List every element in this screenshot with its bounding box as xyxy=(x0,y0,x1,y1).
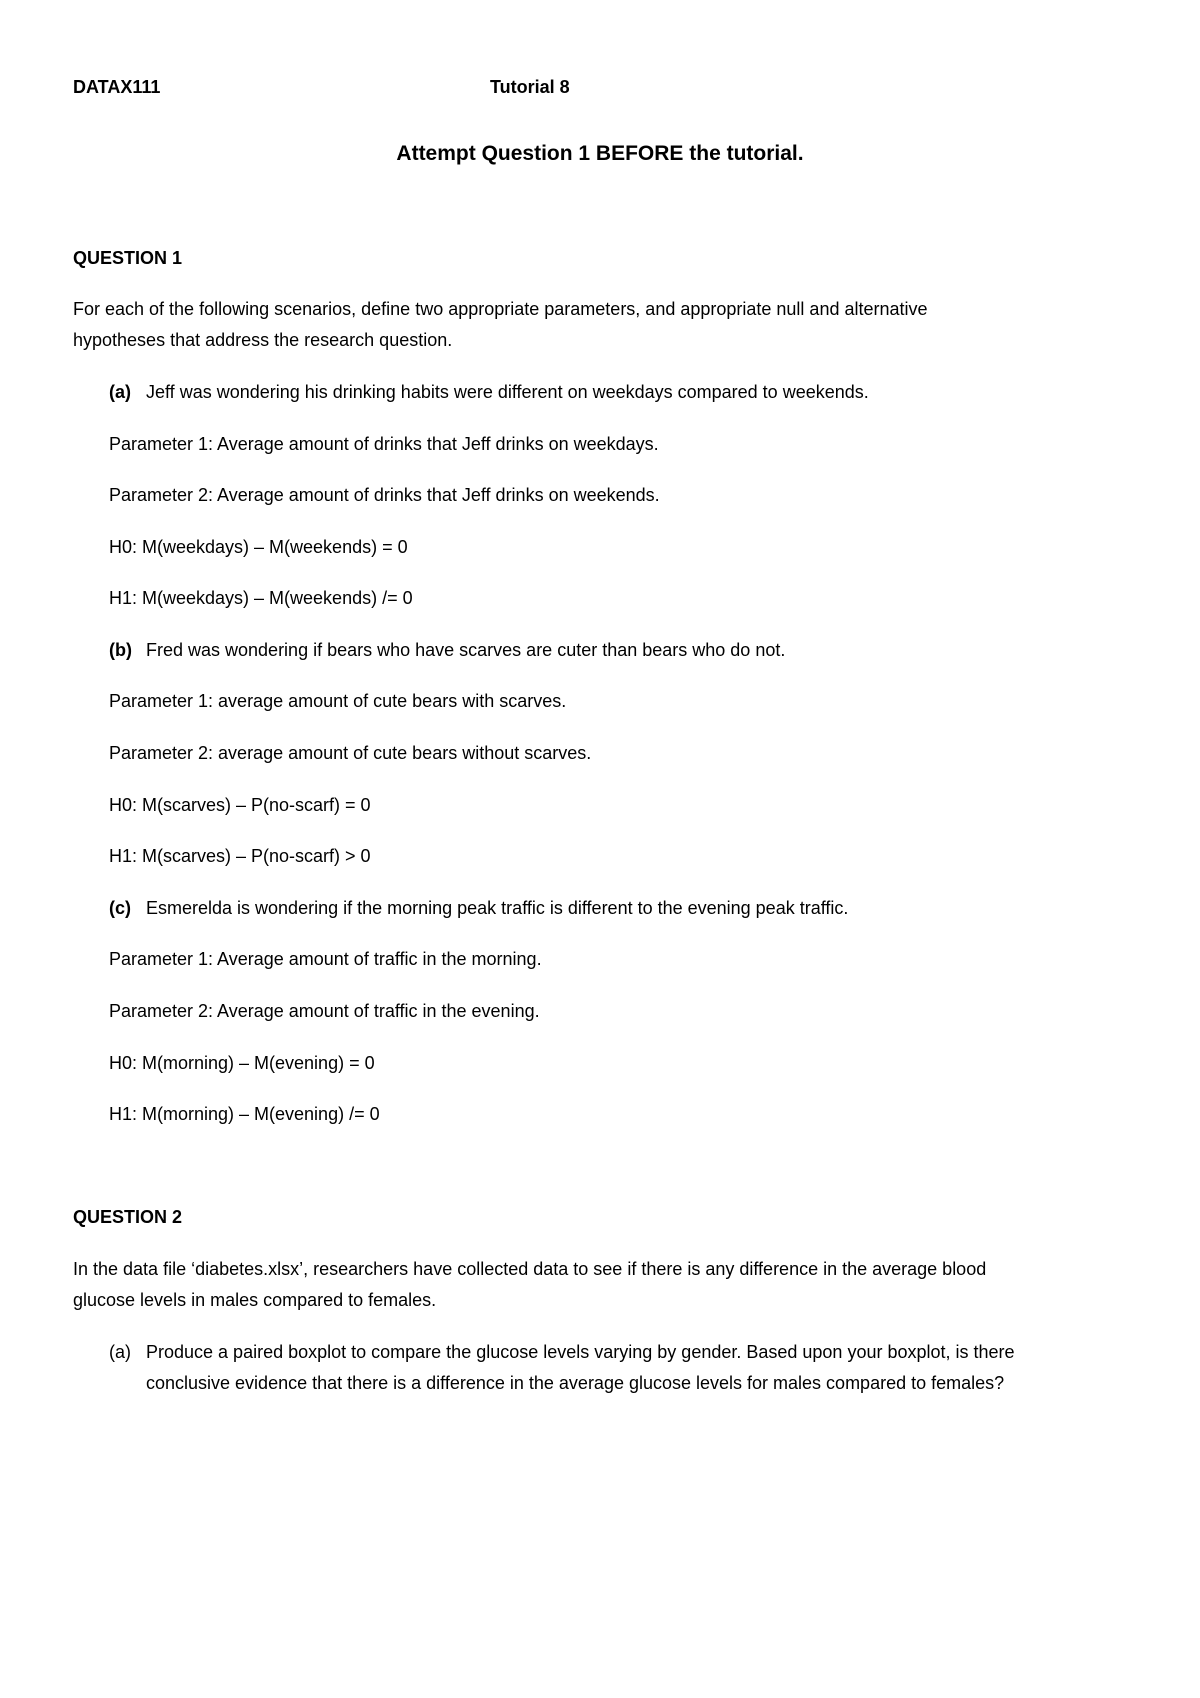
part-a-parameter-1: Parameter 1: Average amount of drinks that Jeff drinks on weekdays. xyxy=(109,434,659,454)
question-2-part-a-label: (a) xyxy=(109,1342,131,1362)
part-a-parameter-2: Parameter 2: Average amount of drinks that Jeff drinks on weekends. xyxy=(109,485,660,505)
part-c-null-hypothesis: H0: M(morning) – M(evening) = 0 xyxy=(109,1053,375,1073)
part-c-parameter-2: Parameter 2: Average amount of traffic in the evening. xyxy=(109,1001,540,1021)
question-1-intro-line-1: For each of the following scenarios, define two appropriate parameters, and appropriate null and alternative xyxy=(73,299,928,319)
part-a-null-hypothesis: H0: M(weekdays) – M(weekends) = 0 xyxy=(109,537,408,557)
part-c-alternative-hypothesis: H1: M(morning) – M(evening) /= 0 xyxy=(109,1104,380,1124)
part-c-question: Esmerelda is wondering if the morning peak traffic is different to the evening peak traffic. xyxy=(146,898,849,918)
question-2-part-a-line-2: conclusive evidence that there is a difference in the average glucose levels for males compared to females? xyxy=(146,1373,1005,1393)
part-b-null-hypothesis: H0: M(scarves) – P(no-scarf) = 0 xyxy=(109,795,371,815)
part-b-label: (b) xyxy=(109,640,132,660)
part-b-alternative-hypothesis: H1: M(scarves) – P(no-scarf) > 0 xyxy=(109,846,371,866)
course-code: DATAX111 xyxy=(73,77,161,97)
page-title: Attempt Question 1 BEFORE the tutorial. xyxy=(396,142,804,165)
question-2-intro-line-2: glucose levels in males compared to females. xyxy=(73,1290,437,1310)
question-1-intro-line-2: hypotheses that address the research question. xyxy=(73,330,453,350)
part-b-parameter-2: Parameter 2: average amount of cute bears without scarves. xyxy=(109,743,592,763)
part-a-label: (a) xyxy=(109,382,131,402)
part-c-label: (c) xyxy=(109,898,131,918)
part-a-question: Jeff was wondering his drinking habits were different on weekdays compared to weekends. xyxy=(146,382,869,402)
question-2-intro-line-1: In the data file ‘diabetes.xlsx’, researchers have collected data to see if there is any difference in the average blood xyxy=(73,1259,987,1279)
question-1-heading: QUESTION 1 xyxy=(73,248,183,268)
question-2-part-a-line-1: Produce a paired boxplot to compare the glucose levels varying by gender. Based upon your boxplot, is there xyxy=(146,1342,1015,1362)
tutorial-number: Tutorial 8 xyxy=(490,77,570,97)
part-b-parameter-1: Parameter 1: average amount of cute bears with scarves. xyxy=(109,691,567,711)
part-c-parameter-1: Parameter 1: Average amount of traffic in the morning. xyxy=(109,949,542,969)
question-2-heading: QUESTION 2 xyxy=(73,1207,183,1227)
part-a-alternative-hypothesis: H1: M(weekdays) – M(weekends) /= 0 xyxy=(109,588,413,608)
part-b-question: Fred was wondering if bears who have scarves are cuter than bears who do not. xyxy=(146,640,786,660)
